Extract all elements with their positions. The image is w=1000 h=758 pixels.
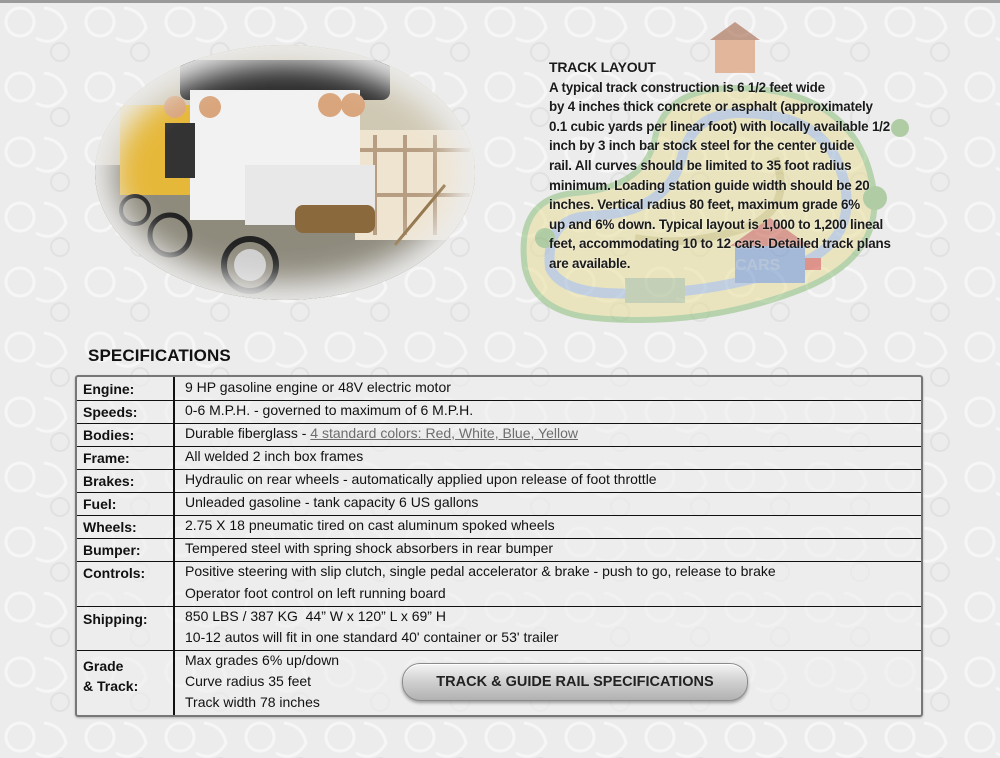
- spec-label: Bumper:: [83, 542, 141, 558]
- spec-value: Hydraulic on rear wheels - automatically applied upon release of foot throttle: [185, 471, 657, 487]
- spec-row-bodies: [77, 423, 921, 447]
- track-layout-line: inch by 3 inch bar stock steel for the center guide: [549, 138, 855, 154]
- spec-value: 9 HP gasoline engine or 48V electric motor: [185, 379, 451, 395]
- spec-value: Curve radius 35 feet: [185, 673, 312, 689]
- track-layout-title: TRACK LAYOUT: [549, 59, 656, 75]
- spec-label: & Track:: [83, 678, 139, 694]
- spec-label: Controls:: [83, 565, 146, 581]
- spec-value: Operator foot control on left running board: [185, 585, 446, 601]
- spec-row-controls: [77, 561, 921, 607]
- spec-row-speeds: [77, 400, 921, 424]
- spec-value: 2.75 X 18 pneumatic tired on cast aluminum spoked wheels: [185, 517, 555, 533]
- spec-value: Max grades 6% up/down: [185, 652, 340, 668]
- spec-label: Frame:: [83, 450, 130, 466]
- spec-row-fuel: [77, 492, 921, 516]
- spec-value: 850 LBS / 387 KG 44” W x 120” L x 69” H: [185, 608, 446, 624]
- standard-colors-link[interactable]: 4 standard colors: Red, White, Blue, Yellow: [310, 425, 578, 441]
- spec-value: 10-12 autos will fit in one standard 40' container or 53' trailer: [185, 629, 559, 645]
- spec-row-brakes: [77, 469, 921, 493]
- track-layout-line: 0.1 cubic yards per linear foot) with locally available 1/2: [549, 118, 890, 134]
- track-layout-line: minimum. Loading station guide width should be 20: [549, 177, 870, 193]
- spec-label: Wheels:: [83, 519, 137, 535]
- track-layout-line: up and 6% down. Typical layout is 1,000 to 1,200 lineal: [549, 216, 884, 232]
- spec-value-text: Durable fiberglass -: [185, 425, 311, 441]
- spec-value: [185, 423, 578, 444]
- spec-value: Positive steering with slip clutch, single pedal accelerator & brake - push to go, release to brake: [185, 563, 776, 579]
- spec-row-engine: [77, 377, 921, 401]
- track-layout-line: feet, accommodating 10 to 12 cars. Detailed track plans: [549, 236, 891, 252]
- spec-row-wheels: [77, 515, 921, 539]
- spec-row-shipping: [77, 606, 921, 651]
- spec-label: Engine:: [83, 381, 135, 397]
- spec-label: Bodies:: [83, 427, 135, 443]
- spec-value: Tempered steel with spring shock absorbers in rear bumper: [185, 540, 554, 556]
- track-layout-line: A typical track construction is 6 1/2 feet wide: [549, 79, 825, 95]
- spec-value: 0-6 M.P.H. - governed to maximum of 6 M.P.H.: [185, 402, 474, 418]
- spec-row-frame: [77, 446, 921, 470]
- spec-label: Shipping:: [83, 611, 148, 627]
- spec-value: Unleaded gasoline - tank capacity 6 US gallons: [185, 494, 479, 510]
- spec-row-bumper: [77, 538, 921, 562]
- track-layout-line: inches. Vertical radius 80 feet, maximum grade 6%: [549, 197, 860, 213]
- spec-label: Grade: [83, 658, 124, 674]
- track-layout-line: rail. All curves should be limited to 35 foot radius: [549, 157, 852, 173]
- track-layout-line: by 4 inches thick concrete or asphalt (approximately: [549, 99, 873, 115]
- track-layout-line: are available.: [549, 255, 631, 271]
- spec-label: Brakes:: [83, 473, 135, 489]
- specifications-title: SPECIFICATIONS: [88, 346, 231, 365]
- track-guide-rail-specs-button[interactable]: TRACK & GUIDE RAIL SPECIFICATIONS: [402, 663, 748, 701]
- spec-label: Fuel:: [83, 496, 117, 512]
- spec-value: All welded 2 inch box frames: [185, 448, 364, 464]
- track-layout-description: [549, 58, 909, 274]
- map-logo-text: CARS: [735, 257, 781, 274]
- spec-label: Speeds:: [83, 404, 138, 420]
- top-border: [0, 0, 1000, 3]
- spec-value: Track width 78 inches: [185, 694, 320, 710]
- antique-car-photo: [95, 45, 475, 300]
